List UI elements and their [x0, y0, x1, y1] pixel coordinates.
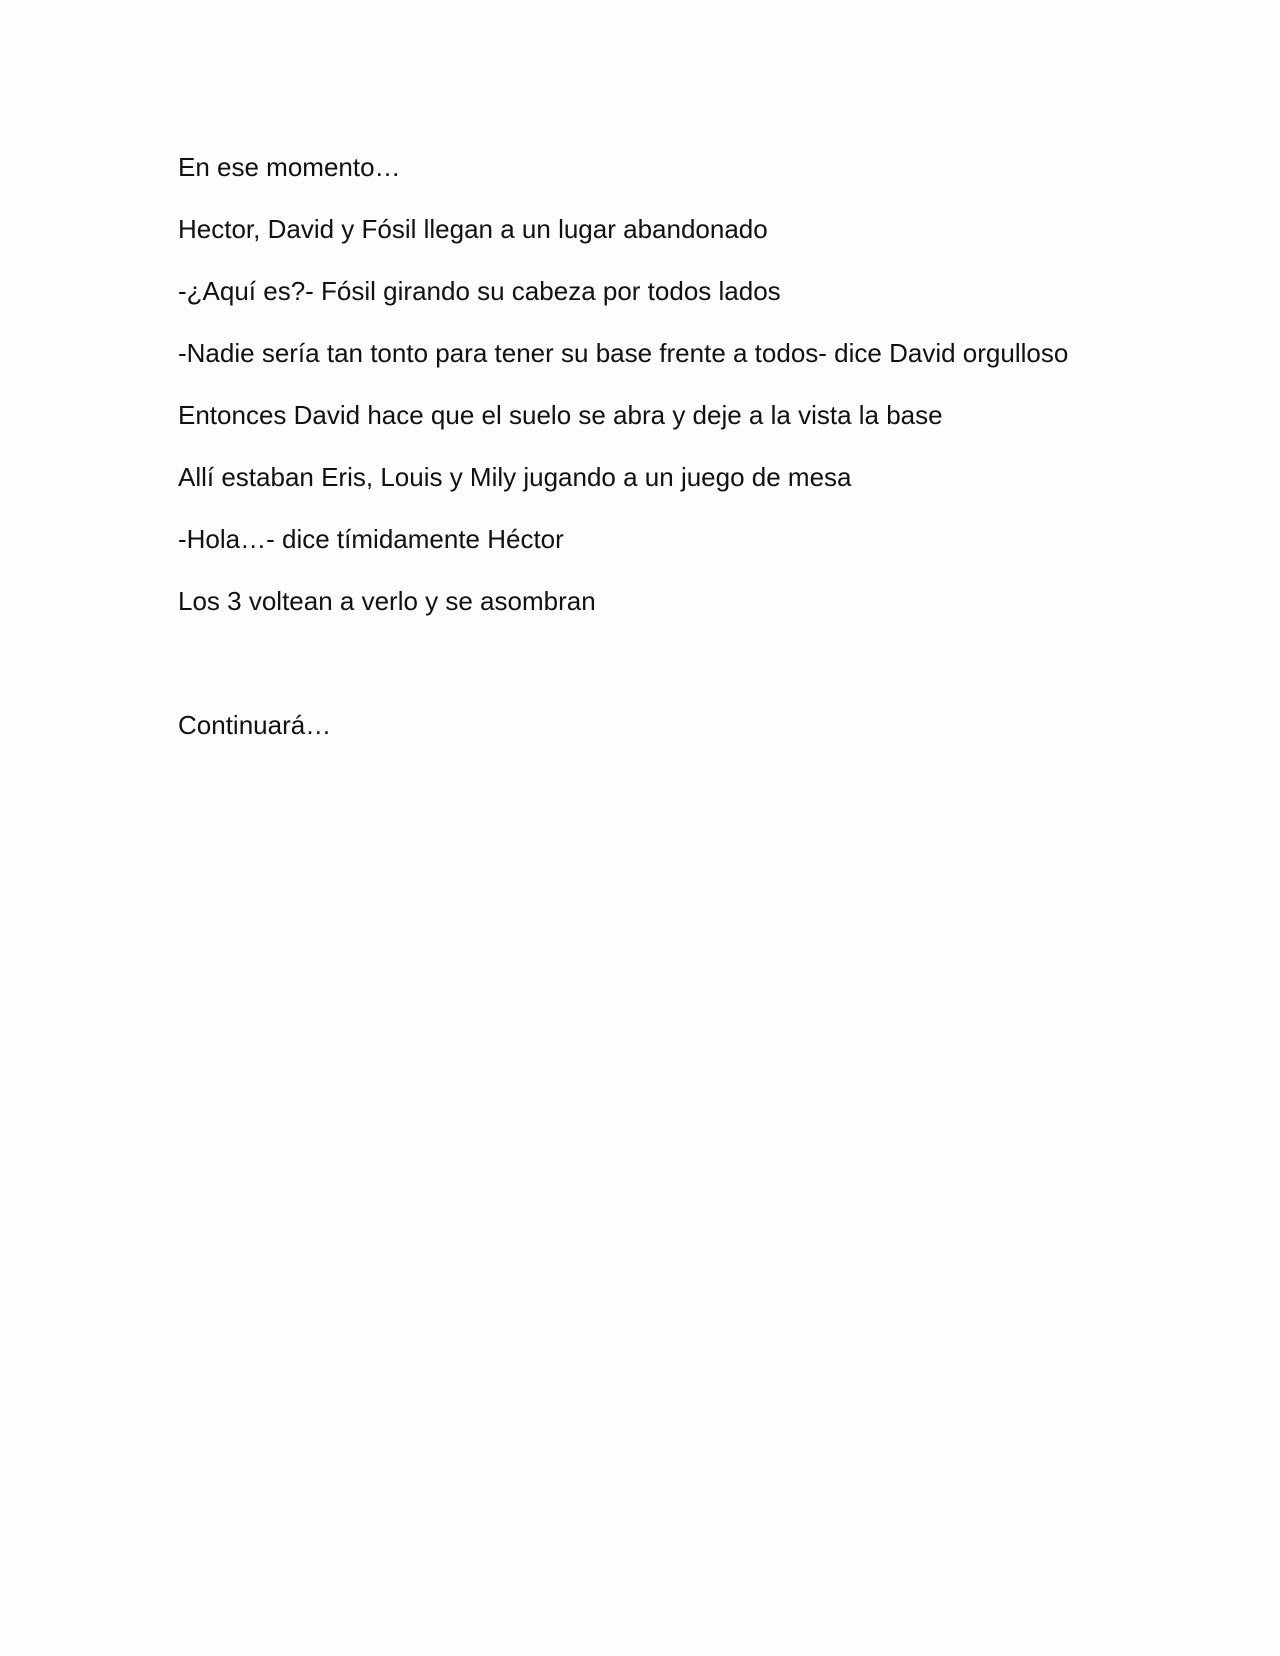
document-body	[178, 146, 1178, 766]
paragraph-line: Hector, David y Fósil llegan a un lugar abandonado	[178, 214, 768, 244]
paragraph-line: -Hola…- dice tímidamente Héctor	[178, 524, 564, 554]
paragraph-line: Entonces David hace que el suelo se abra y deje a la vista la base	[178, 400, 943, 430]
blank-line	[178, 642, 1178, 704]
closing-line: Continuará…	[178, 710, 332, 740]
paragraph-line: -¿Aquí es?- Fósil girando su cabeza por todos lados	[178, 276, 781, 306]
paragraph-line: En ese momento…	[178, 152, 401, 182]
paragraph-line: Allí estaban Eris, Louis y Mily jugando a un juego de mesa	[178, 462, 852, 492]
paragraph-line: -Nadie sería tan tonto para tener su base frente a todos- dice David orgulloso	[178, 338, 1069, 368]
paragraph-line: Los 3 voltean a verlo y se asombran	[178, 586, 596, 616]
